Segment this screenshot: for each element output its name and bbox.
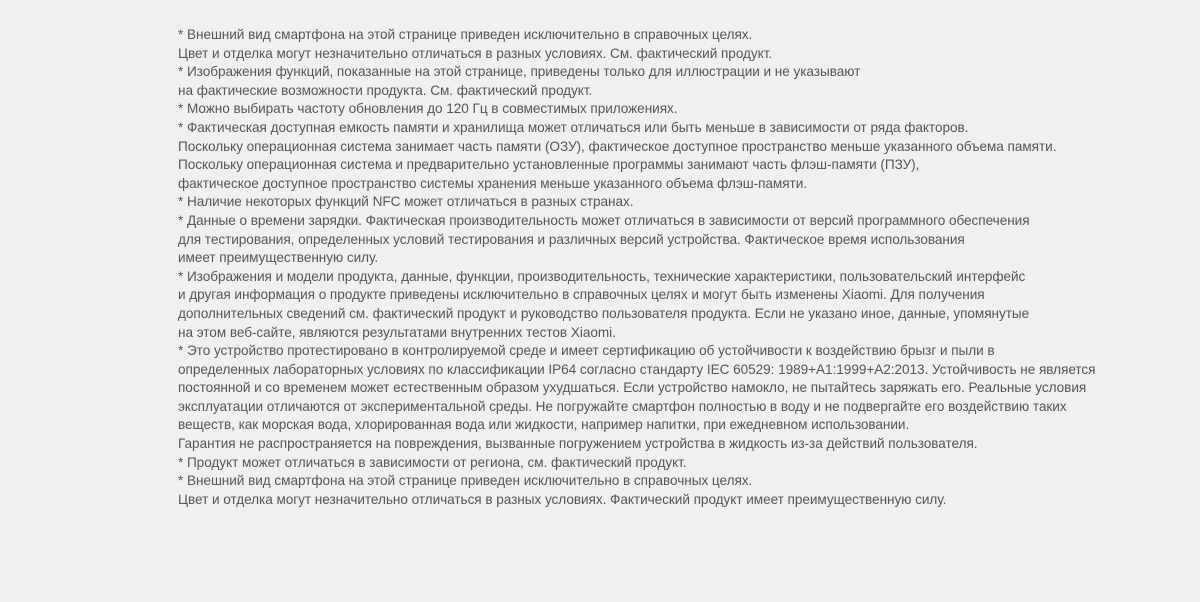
disclaimer-line: * Наличие некоторых функций NFC может отличаться в разных странах. xyxy=(178,194,634,210)
disclaimer-line: * Внешний вид смартфона на этой странице приведен исключительно в справочных целях. xyxy=(178,473,753,489)
disclaimer-line: * Фактическая доступная емкость памяти и хранилища может отличаться или быть меньше в зависимости от ряда факторов. xyxy=(178,119,969,135)
disclaimer-line: и другая информация о продукте приведены исключительно в справочных целях и могут быть изменены Xiaomi. Для получения xyxy=(178,287,985,303)
disclaimer-text-block xyxy=(178,26,1188,509)
disclaimer-line: на фактические возможности продукта. См. фактический продукт. xyxy=(178,82,593,98)
disclaimer-line: Цвет и отделка могут незначительно отличаться в разных условиях. См. фактический продукт. xyxy=(178,45,773,61)
disclaimer-line: * Это устройство протестировано в контролируемой среде и имеет сертификацию об устойчивости к воздействию брызг и пыли в xyxy=(178,343,995,359)
disclaimer-line: Гарантия не распространяется на повреждения, вызванные погружением устройства в жидкость из-за действий пользователя. xyxy=(178,436,978,452)
disclaimer-line: для тестирования, определенных условий тестирования и различных версий устройства. Фактическое время использования xyxy=(178,231,965,247)
disclaimer-line: * Внешний вид смартфона на этой странице приведен исключительно в справочных целях. xyxy=(178,27,753,42)
disclaimer-line: * Изображения функций, показанные на этой странице, приведены только для иллюстрации и не указывают xyxy=(178,64,861,80)
disclaimer-line: эксплуатации отличаются от экспериментальной среды. Не погружайте смартфон полностью в воду и не подвергайте его воздействию таких xyxy=(178,398,1067,414)
disclaimer-line: Поскольку операционная система и предварительно установленные программы занимают часть флэш-памяти (ПЗУ), xyxy=(178,157,920,173)
disclaimer-line: дополнительных сведений см. фактический продукт и руководство пользователя продукта. Если не указано иное, данные, упомянутые xyxy=(178,305,1030,321)
disclaimer-line: фактическое доступное пространство системы хранения меньше указанного объема флэш-памяти. xyxy=(178,175,807,191)
disclaimer-line: * Можно выбирать частоту обновления до 120 Гц в совместимых приложениях. xyxy=(178,101,678,117)
disclaimer-line: определенных лабораторных условиях по классификации IP64 согласно стандарту IEC 60529: 1989+A1:1999+A2:2013. Устойчивость не является xyxy=(178,361,1096,377)
disclaimer-line: Цвет и отделка могут незначительно отличаться в разных условиях. Фактический продукт имеет преимущественную силу. xyxy=(178,491,947,507)
disclaimer-line: Поскольку операционная система занимает часть памяти (ОЗУ), фактическое доступное пространство меньше указанного объема памяти. xyxy=(178,138,1057,154)
disclaimer-line: имеет преимущественную силу. xyxy=(178,250,379,266)
disclaimer-line: * Изображения и модели продукта, данные, функции, производительность, технические характеристики, пользовательский интерфейс xyxy=(178,268,1026,284)
disclaimer-line: постоянной и со временем может естественным образом ухудшаться. Если устройство намокло, не пытайтесь заряжать его. Реальные условия xyxy=(178,380,1087,396)
disclaimer-line: на этом веб-сайте, являются результатами внутренних тестов Xiaomi. xyxy=(178,324,616,340)
disclaimer-line: веществ, как морская вода, хлорированная вода или жидкости, например напитки, при ежедневном использовании. xyxy=(178,417,910,433)
disclaimer-line: * Данные о времени зарядки. Фактическая производительность может отличаться в зависимости от версий программного обеспечения xyxy=(178,212,1030,228)
disclaimer-line: * Продукт может отличаться в зависимости от региона, см. фактический продукт. xyxy=(178,454,687,470)
